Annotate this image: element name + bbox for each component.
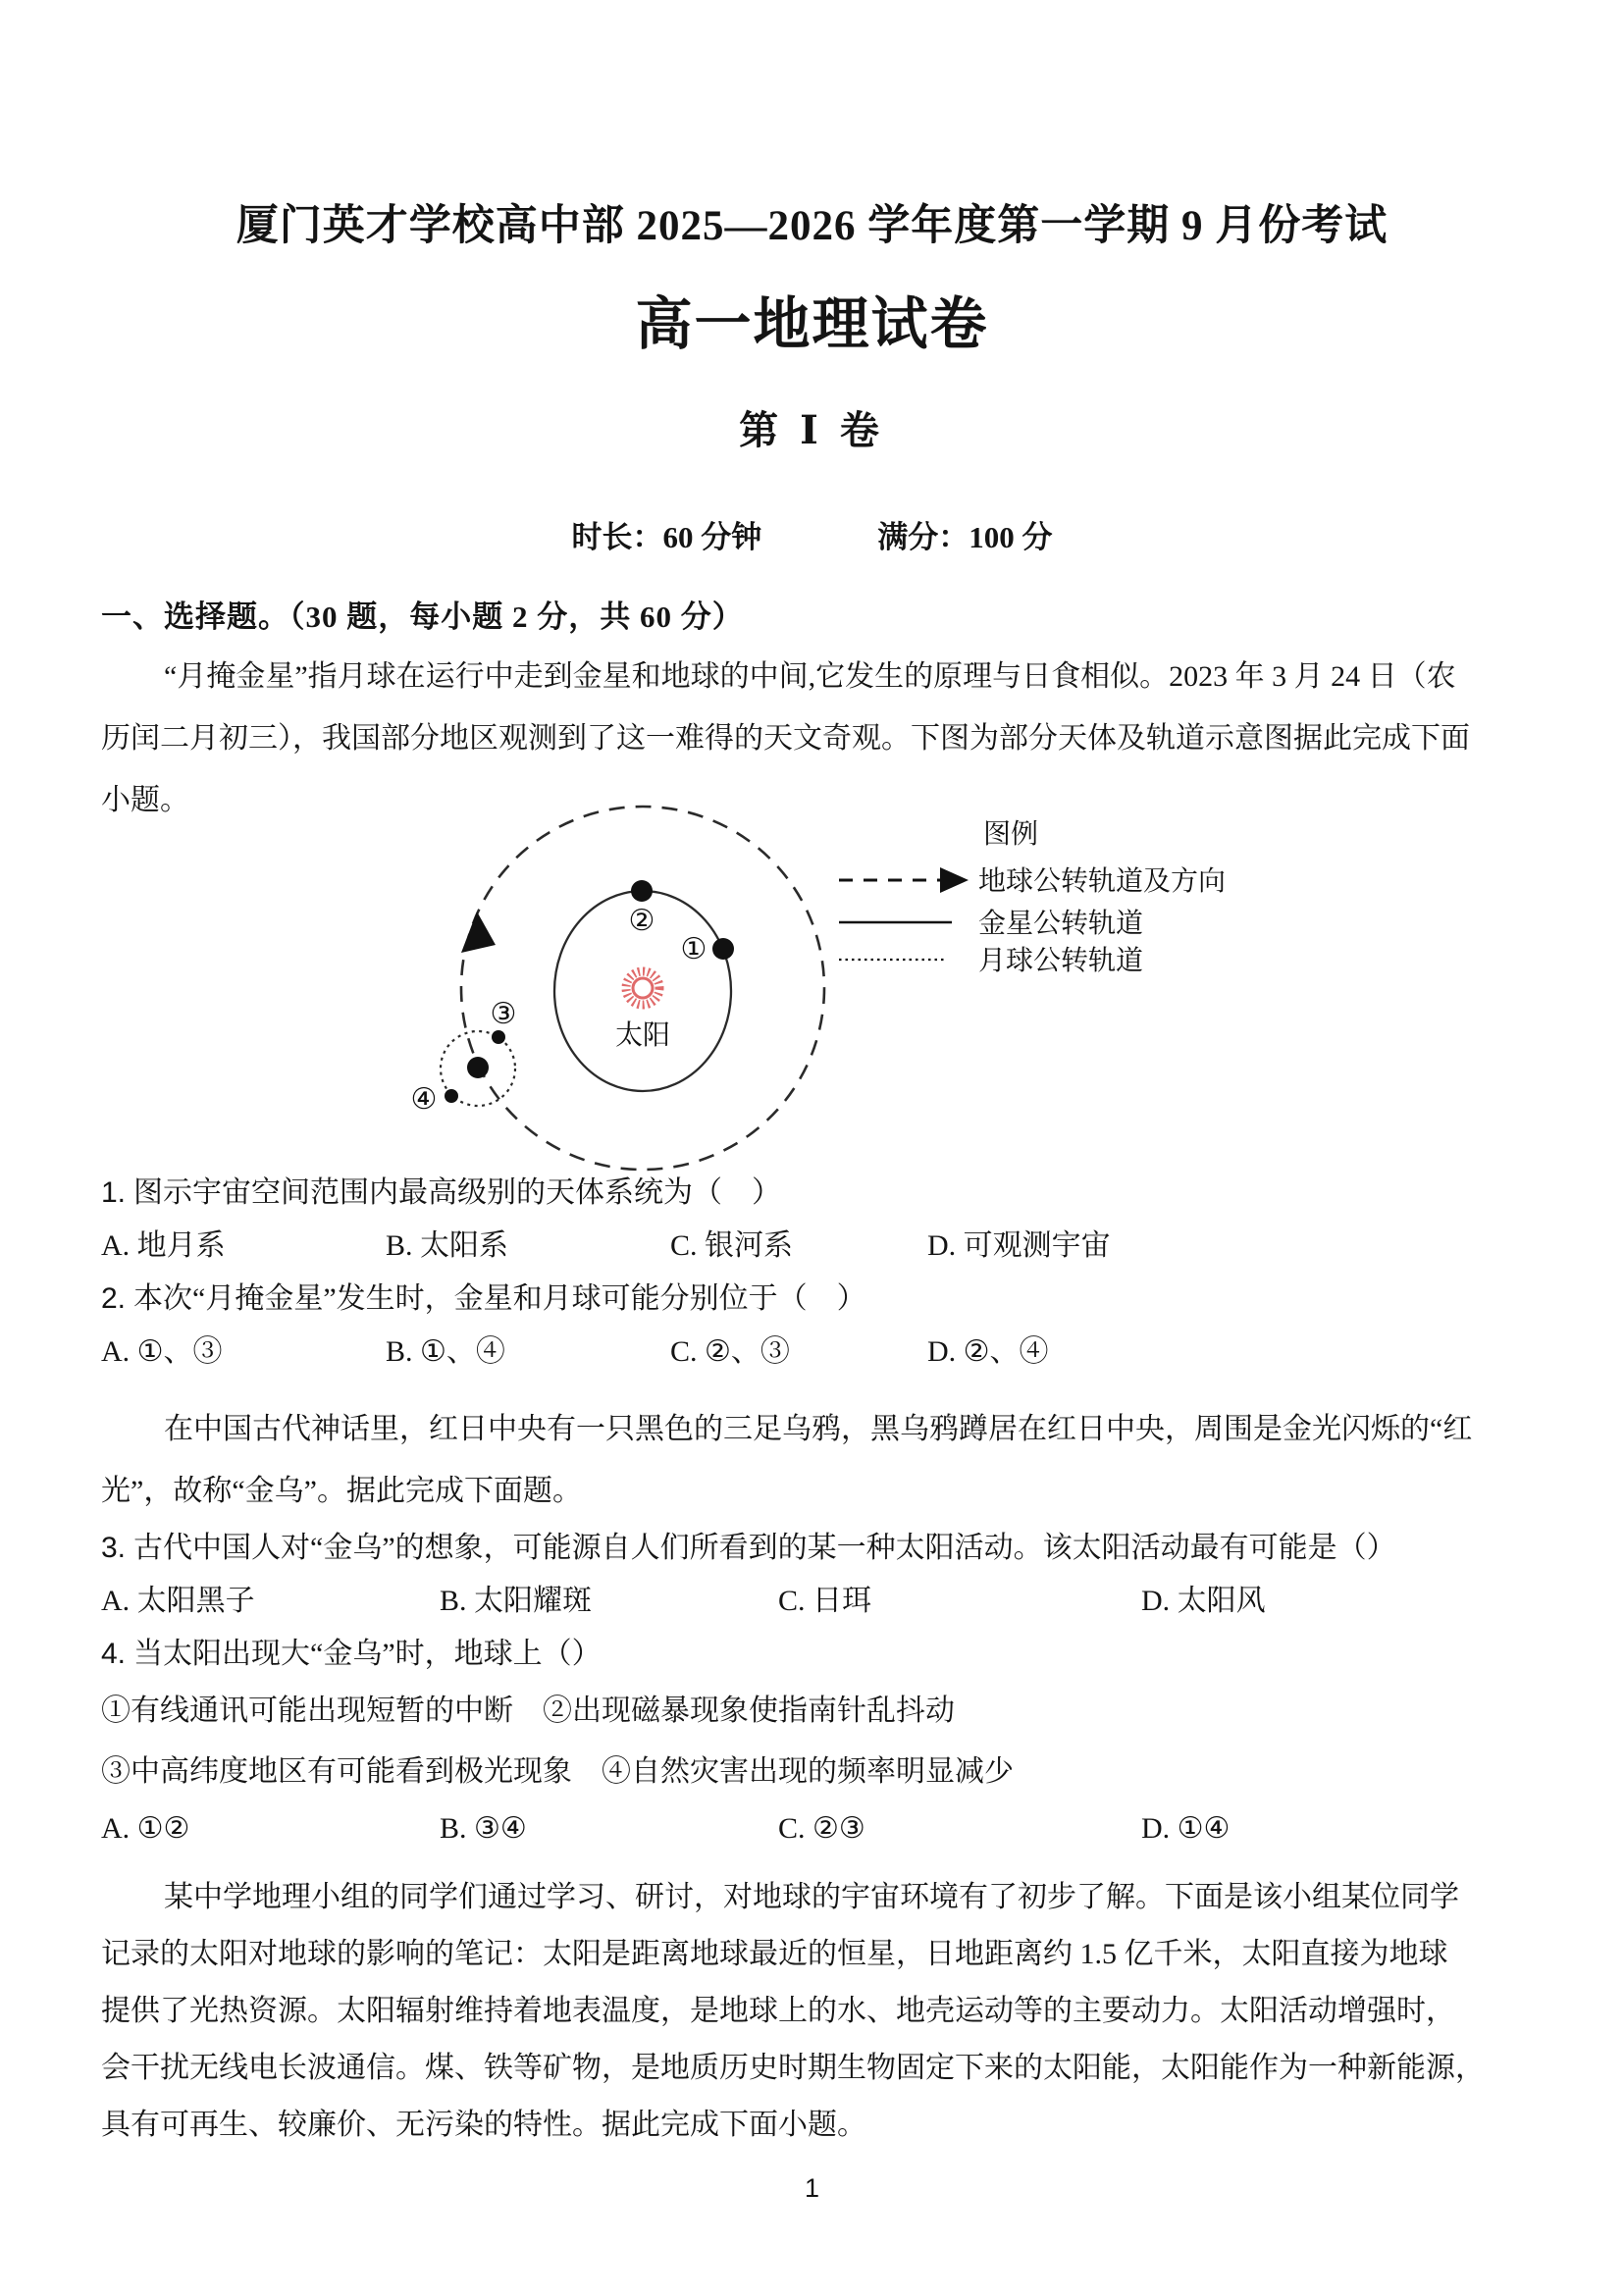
legend-dashed-arrow-icon — [839, 867, 969, 893]
passage-2 — [101, 1398, 1523, 1522]
legend-label-moon-orbit: 月球公转轨道 — [978, 946, 1144, 976]
direction-arrow-icon — [461, 912, 496, 953]
option-c: C. ②、③ — [670, 1335, 790, 1368]
option-c: C. 日珥 — [778, 1585, 872, 1617]
orbit-diagram-svg — [285, 802, 1227, 1194]
section-heading: 一、选择题。（30 题，每小题 2 分，共 60 分） — [101, 600, 744, 634]
options-row — [101, 1575, 1523, 1628]
statement-line: ③中高纬度地区有可能看到极光现象 ④自然灾害出现的频率明显减少 — [101, 1755, 1014, 1788]
statement-line: ①有线通讯可能出现短暂的中断 ②出现磁暴现象使指南针乱抖动 — [101, 1695, 955, 1727]
point-label-2: ② — [628, 905, 655, 937]
passage-3 — [101, 1869, 1523, 2154]
sun-icon — [626, 971, 659, 1005]
celestial-dot-4 — [445, 1089, 458, 1103]
options-row — [101, 1802, 1523, 1855]
exam-title: 厦门英才学校高中部 2025—2026 学年度第一学期 9 月份考试 — [236, 203, 1388, 249]
option-b: B. ③④ — [440, 1812, 527, 1845]
celestial-dot-2 — [631, 880, 653, 902]
duration-label: 时长：60 分钟 — [571, 520, 762, 554]
legend-title: 图例 — [982, 819, 1039, 850]
earth-dot — [467, 1057, 489, 1078]
sun-label: 太阳 — [614, 1020, 671, 1051]
point-label-1: ① — [680, 933, 707, 965]
option-a: A. ①② — [101, 1812, 190, 1845]
question-number: 3. — [101, 1532, 127, 1564]
options-row — [101, 1326, 1523, 1379]
question-stem-text: 古代中国人对“金乌”的想象，可能源自人们所看到的某一种太阳活动。该太阳活动最有可能是（） — [133, 1532, 1396, 1564]
question-stem — [101, 1522, 1523, 1575]
question-number: 1. — [101, 1176, 127, 1209]
passage-line: 会干扰无线电长波通信。煤、铁等矿物，是地质历史时期生物固定下来的太阳能，太阳能作为一种新能源， — [101, 2052, 1485, 2084]
passage-line: 某中学地理小组的同学们通过学习、研讨，对地球的宇宙环境有了初步了解。下面是该小组某位同学 — [164, 1881, 1459, 1913]
exam-meta — [101, 512, 1523, 556]
passage-line: 在中国古代神话里，红日中央有一只黑色的三足乌鸦，黑乌鸦蹲居在红日中央，周围是金光闪烁的“红 — [164, 1413, 1473, 1445]
page-number: 1 — [804, 2173, 820, 2203]
passage-line: 提供了光热资源。太阳辐射维持着地表温度，是地球上的水、地壳运动等的主要动力。太阳活动增强时， — [101, 1995, 1455, 2027]
orbit-diagram — [285, 802, 1523, 1167]
passage-line: “月掩金星”指月球在运行中走到金星和地球的中间,它发生的原理与日食相似。2023 年 3 月 24 日（农 — [164, 660, 1456, 693]
question-3 — [101, 1522, 1523, 1628]
option-b: B. 太阳系 — [386, 1229, 509, 1262]
question-stem-text: 图示宇宙空间范围内最高级别的天体系统为（ ） — [133, 1176, 782, 1209]
volume-heading: 第 Ⅰ 卷 — [739, 408, 885, 452]
option-b: B. 太阳耀斑 — [440, 1585, 593, 1617]
option-a: A. 地月系 — [101, 1229, 226, 1262]
option-d: D. 太阳风 — [1141, 1585, 1266, 1617]
legend-label-venus-orbit: 金星公转轨道 — [978, 909, 1144, 939]
question-stem-text: 本次“月掩金星”发生时，金星和月球可能分别位于（ ） — [133, 1282, 866, 1315]
celestial-dot-3 — [492, 1030, 505, 1044]
option-d: D. ②、④ — [927, 1335, 1049, 1368]
option-c: C. 银河系 — [670, 1229, 794, 1262]
option-a: A. 太阳黑子 — [101, 1585, 255, 1617]
question-stem-text: 当太阳出现大“金乌”时，地球上（） — [133, 1638, 602, 1670]
option-c: C. ②③ — [778, 1812, 865, 1845]
passage-line: 具有可再生、较廉价、无污染的特性。据此完成下面小题。 — [101, 2109, 866, 2141]
question-stem — [101, 1628, 1523, 1681]
passage-line: 历闰二月初三），我国部分地区观测到了这一难得的天文奇观。下图为部分天体及轨道示意图据此完成下面 — [101, 722, 1470, 755]
point-label-4: ④ — [410, 1083, 438, 1116]
celestial-dot-1 — [712, 938, 734, 960]
option-d: D. 可观测宇宙 — [927, 1229, 1111, 1262]
question-number: 4. — [101, 1638, 127, 1670]
full-score-label: 满分：100 分 — [877, 520, 1053, 554]
paper-title: 高一地理试卷 — [635, 292, 989, 356]
question-number: 2. — [101, 1282, 127, 1315]
question-2 — [101, 1273, 1523, 1379]
point-label-3: ③ — [490, 998, 517, 1030]
option-b: B. ①、④ — [386, 1335, 505, 1368]
options-row — [101, 1220, 1523, 1273]
passage-line: 光”，故称“金乌”。据此完成下面题。 — [101, 1475, 582, 1507]
passage-line: 记录的太阳对地球的影响的笔记：太阳是距离地球最近的恒星，日地距离约 1.5 亿千米，太阳直接为地球 — [101, 1938, 1448, 1970]
passage-line: 小题。 — [101, 784, 189, 816]
question-stem — [101, 1273, 1523, 1326]
option-d: D. ①④ — [1141, 1812, 1231, 1845]
legend-label-earth-orbit: 地球公转轨道及方向 — [978, 866, 1227, 897]
option-a: A. ①、③ — [101, 1335, 223, 1368]
question-4 — [101, 1628, 1523, 1855]
